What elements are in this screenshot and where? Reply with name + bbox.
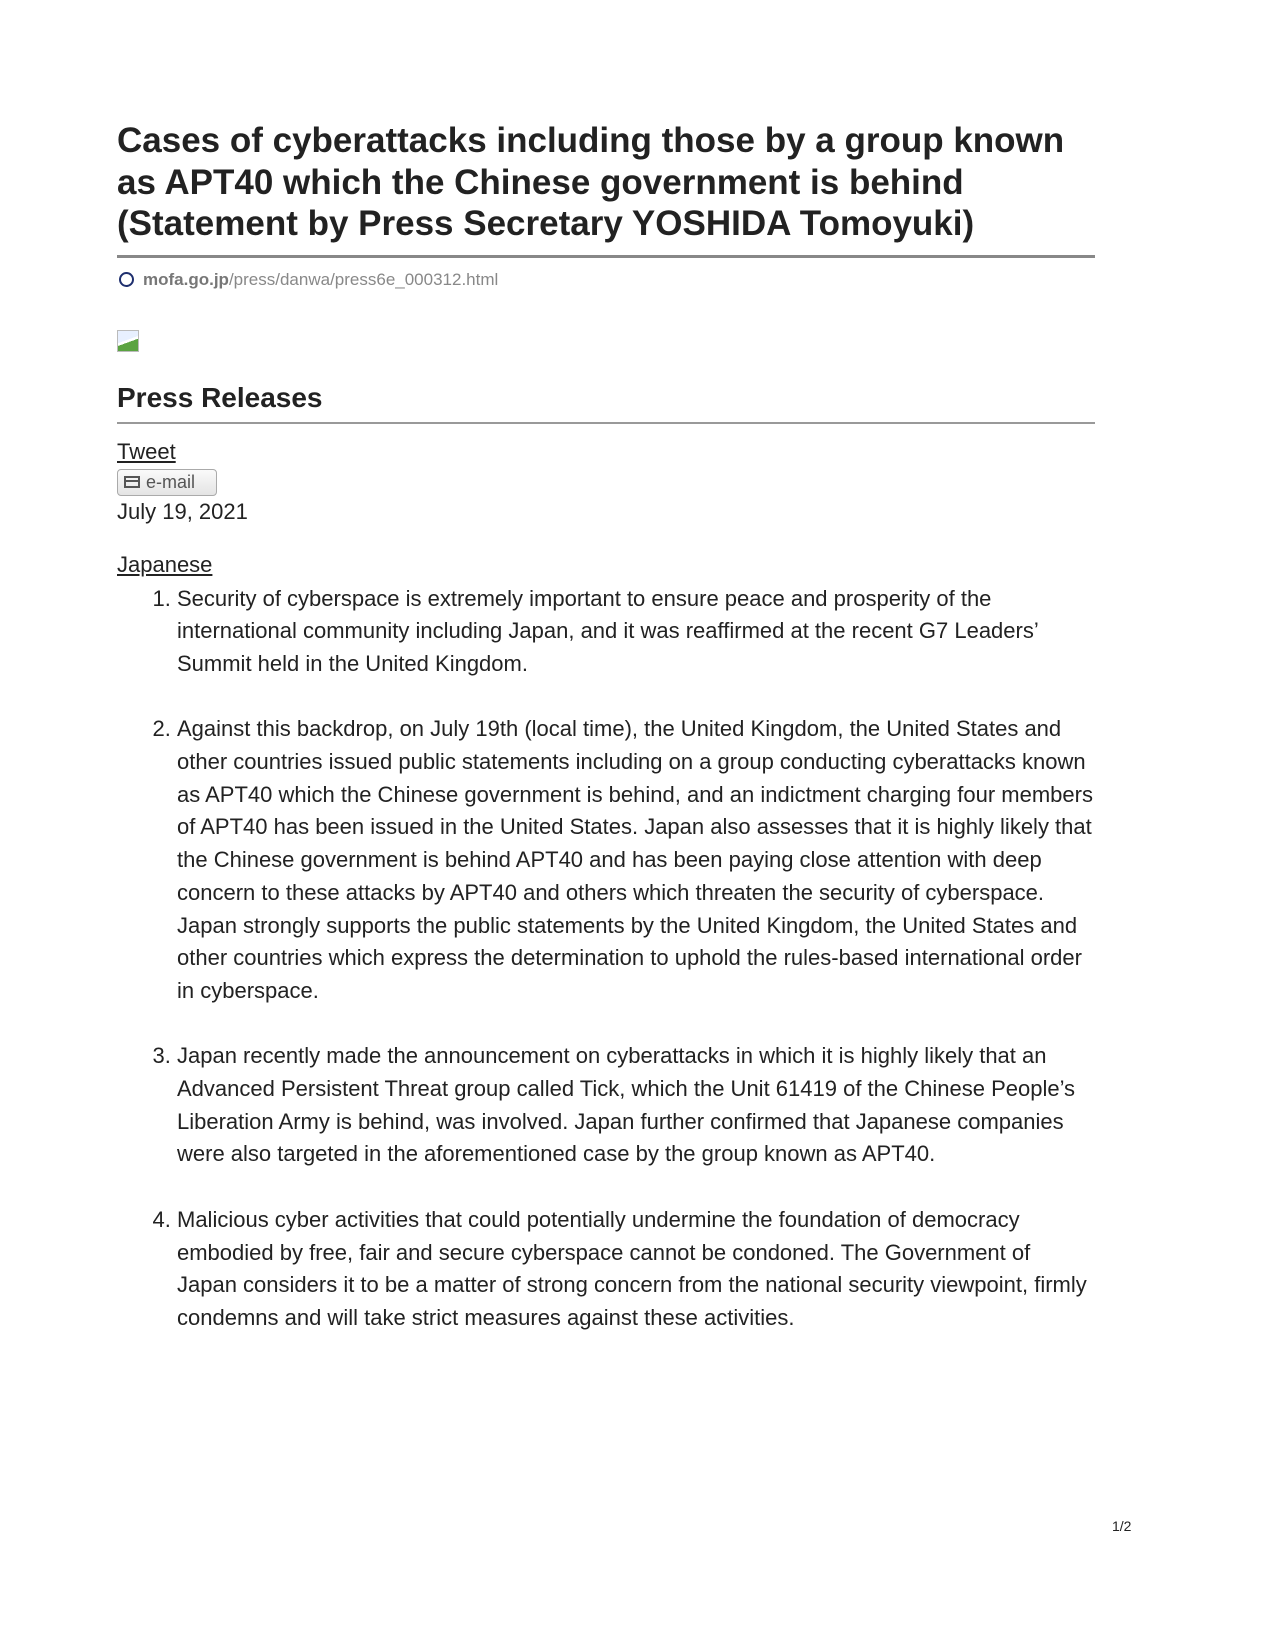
tweet-link[interactable]: Tweet (117, 438, 176, 464)
site-favicon-icon (119, 272, 134, 287)
statement-list (117, 583, 1095, 1335)
email-button[interactable] (117, 469, 217, 496)
publish-date: July 19, 2021 (117, 498, 248, 524)
source-domain: mofa.go.jp (143, 269, 229, 289)
section-heading: Press Releases (117, 382, 1095, 424)
page-number: 1/2 (1112, 1518, 1132, 1534)
document-page (117, 120, 1095, 1367)
list-item: 2. Against this backdrop, on July 19th (local time), the United Kingdom, the United States and other countries issued public statements including on a group conducting cyberattacks known as APT40 which the Chinese government is behind, and an indictment charging four members of APT40 has been issued in the United States. Japan also assesses that it is highly likely that the Chinese government is behind APT40 and has been paying close attention with deep concern to these attacks by APT40 and others which threaten the security of cyberspace. Japan strongly supports the public statements by the United Kingdom, the United States and other countries which express the determination to uphold the rules-based international order in cyberspace. (177, 713, 1095, 1007)
page-title: Cases of cyberattacks including those by a group known as APT40 which the Chinese government is behind (Statement by Press Secretary YOSHIDA Tomoyuki) (117, 120, 1095, 258)
japanese-link[interactable]: Japanese (117, 551, 213, 577)
broken-image-icon (117, 330, 139, 352)
envelope-icon (124, 476, 140, 488)
list-item: 1. Security of cyberspace is extremely important to ensure peace and prosperity of the international community including Japan, and it was reaffirmed at the recent G7 Leaders’ Summit held in the United Kingdom. (177, 583, 1095, 681)
list-item: 4. Malicious cyber activities that could potentially undermine the foundation of democracy embodied by free, fair and secure cyberspace cannot be condoned. The Government of Japan considers it to be a matter of strong concern from the national security viewpoint, firmly condemns and will take strict measures against these activities. (177, 1204, 1095, 1335)
source-url[interactable] (117, 268, 1095, 292)
email-button-label: e-mail (146, 471, 196, 492)
list-item: 3. Japan recently made the announcement on cyberattacks in which it is highly likely that an Advanced Persistent Threat group called Tick, which the Unit 61419 of the Chinese People’s Liberation Army is behind, was involved. Japan further confirmed that Japanese companies were also targeted in the aforementioned case by the group known as APT40. (177, 1040, 1095, 1171)
source-path: /press/danwa/press6e_000312.html (228, 269, 499, 289)
